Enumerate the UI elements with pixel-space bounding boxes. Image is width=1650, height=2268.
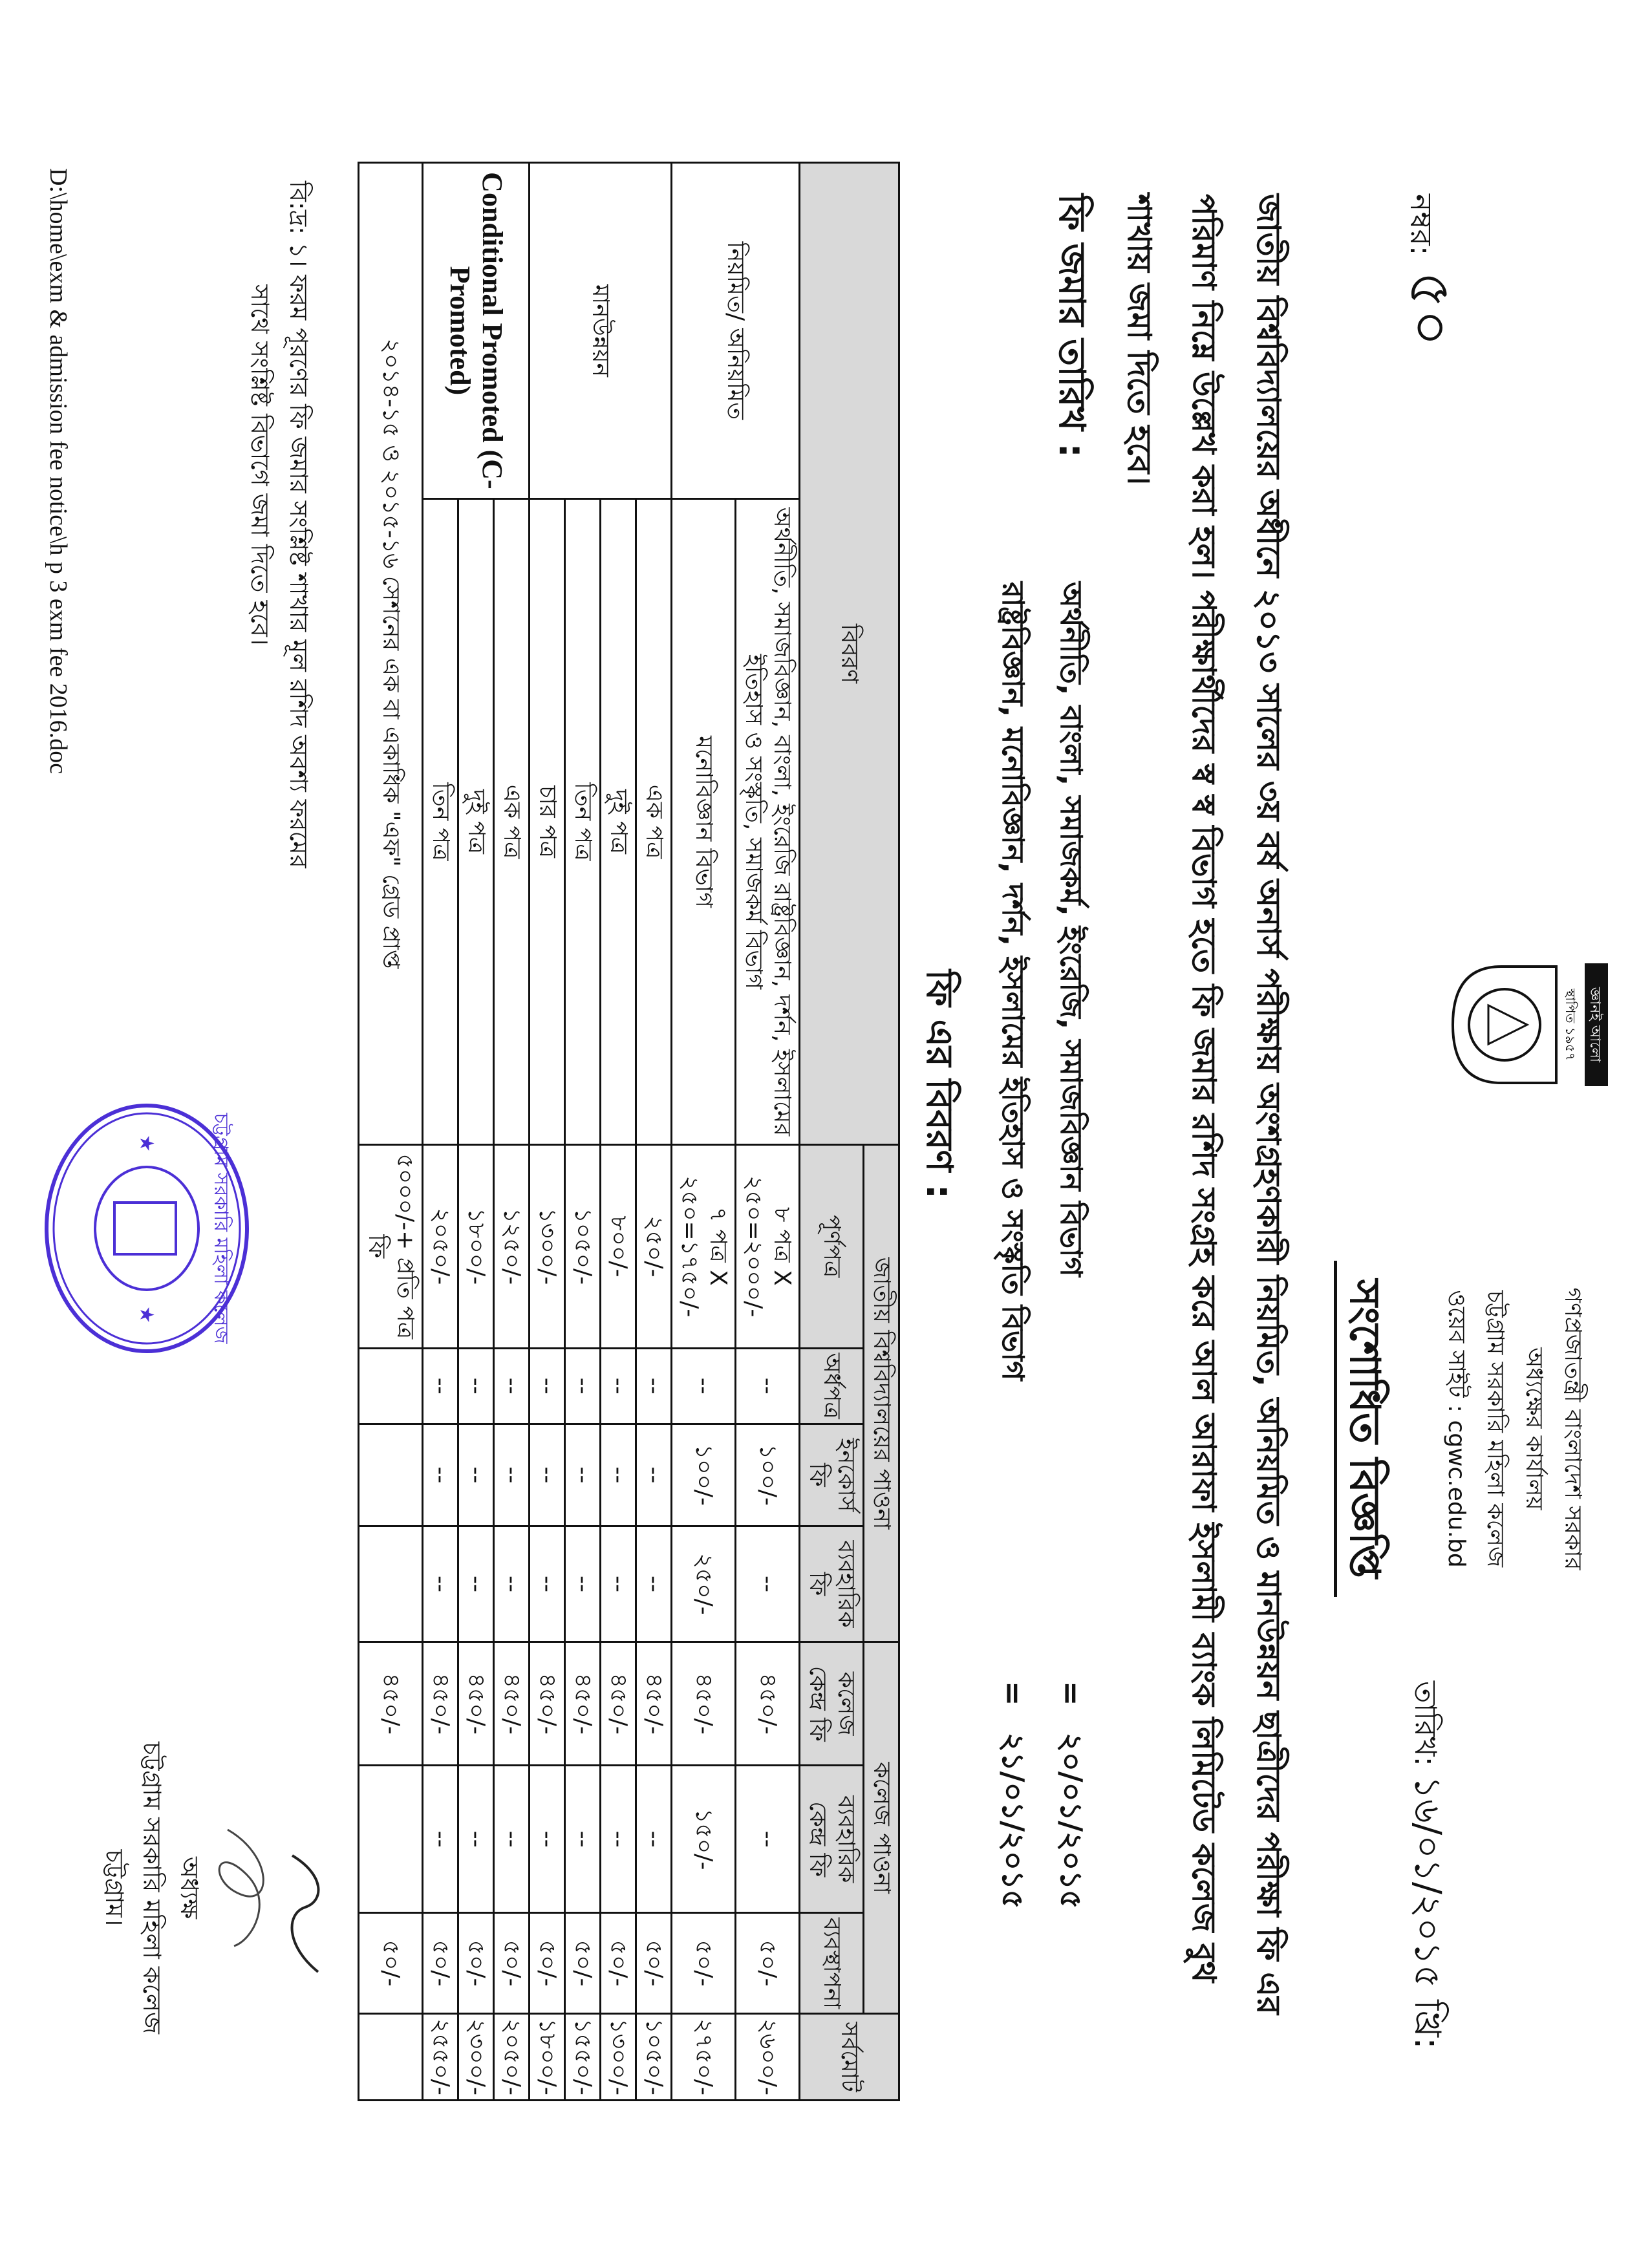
notice-date-value: ১৬/০১/২০১৫ খ্রি: bbox=[1406, 1775, 1448, 2049]
row-label: ২০১৪-১৫ ও ২০১৫-১৬ সেশনের এক বা একাধিক "এফ" গ্রেড প্রাপ্ত bbox=[359, 163, 423, 1145]
fee-cell: -- bbox=[423, 1766, 458, 1913]
fee-cell: ২০৫০/- bbox=[423, 1145, 458, 1349]
fee-cell: -- bbox=[494, 1526, 530, 1642]
fee-cell bbox=[359, 1766, 423, 1913]
website: ওয়েব সাইট : cgwc.edu.bd bbox=[1443, 1290, 1470, 1568]
fee-cell: ৫০/- bbox=[530, 1913, 565, 2014]
fee-cell: ৫০/- bbox=[494, 1913, 530, 2014]
total-cell: ২৭৫০/- bbox=[672, 2014, 736, 2101]
col-total: সর্বমোট bbox=[800, 2014, 899, 2101]
fee-cell: -- bbox=[494, 1424, 530, 1526]
footnote-label: বি:দ্র: bbox=[284, 181, 313, 235]
fee-cell: -- bbox=[736, 1348, 800, 1424]
notice-date: তারিখ: ১৬/০১/২০১৫ খ্রি: bbox=[1406, 1681, 1448, 2049]
row-label: মনোবিজ্ঞান বিভাগ bbox=[672, 498, 736, 1144]
svg-text:★: ★ bbox=[135, 1306, 158, 1323]
fee-cell: -- bbox=[601, 1424, 636, 1526]
row-label: চার পত্র bbox=[530, 498, 565, 1144]
col-group-nu: জাতীয় বিশ্ববিদ্যালয়ের পাওনা bbox=[864, 1145, 899, 1642]
fee-cell: ৪৫০/- bbox=[458, 1642, 494, 1766]
total-cell: ২৫৫০/- bbox=[423, 2014, 458, 2101]
deposit-row: অর্থনীতি, বাংলা, সমাজকর্ম, ইংরেজি, সমাজবিজ্ঞান বিভাগ = ২০/০১/২০১৫ bbox=[1042, 582, 1100, 1909]
fee-cell: -- bbox=[530, 1424, 565, 1526]
total-cell: ১০৫০/- bbox=[636, 2014, 672, 2101]
row-label: দুই পত্র bbox=[458, 498, 494, 1144]
signature-block bbox=[96, 1655, 279, 2121]
fee-cell: -- bbox=[672, 1348, 736, 1424]
row-label: অর্থনীতি, সমাজবিজ্ঞান, বাংলা, ইংরেজি রাষ্ট্রবিজ্ঞান, দর্শন, ইসলামের ইতিহাস ও সংস্কৃতি, সমাজকর্ম বিভাগ bbox=[736, 498, 800, 1144]
fee-cell: -- bbox=[601, 1348, 636, 1424]
fee-cell: -- bbox=[458, 1424, 494, 1526]
group-improvement: মানউন্নয়ন bbox=[530, 163, 672, 499]
principal-signature bbox=[208, 1817, 279, 1959]
fee-cell: -- bbox=[636, 1424, 672, 1526]
fee-cell bbox=[359, 1348, 423, 1424]
fee-cell: ৫০/- bbox=[672, 1913, 736, 2014]
fee-details-heading: ফি এর বিবরণ : bbox=[918, 970, 960, 1199]
office-header bbox=[1437, 1261, 1592, 1597]
fee-cell: ১৩০০/- bbox=[530, 1145, 565, 1349]
row-label: তিন পত্র bbox=[565, 498, 601, 1144]
fee-cell: ৪৫০/- bbox=[736, 1642, 800, 1766]
footnote: বি:দ্র: ১। ফরম পূরণের ফি জমার সংশ্লিষ্ট শাখার মূল রশিদ অবশ্য ফরমের সাথে সংশ্লিষ্ট বিভাগে জমা দিতে হবে। bbox=[246, 181, 313, 868]
signatory-org: চট্টগ্রাম সরকারি মহিলা কলেজ bbox=[138, 1741, 166, 2035]
fee-cell: -- bbox=[530, 1526, 565, 1642]
fee-cell: -- bbox=[736, 1766, 800, 1913]
fee-cell: -- bbox=[530, 1348, 565, 1424]
fee-cell: -- bbox=[530, 1766, 565, 1913]
fee-cell: -- bbox=[601, 1766, 636, 1913]
fee-cell: -- bbox=[458, 1526, 494, 1642]
col-full-paper: পূর্ণপত্র bbox=[800, 1145, 864, 1349]
fee-cell: -- bbox=[458, 1348, 494, 1424]
fee-cell: ৫০০০/-+ প্রতি পত্র ফি bbox=[359, 1145, 423, 1349]
emblem-established: স্থাপিত ১৯৫৭ bbox=[1563, 989, 1578, 1061]
college-seal-stamp bbox=[40, 1099, 253, 1358]
total-cell: ১৮০০/- bbox=[530, 2014, 565, 2101]
deposit-date: ২১/০১/২০১৫ bbox=[996, 1733, 1031, 1909]
total-cell: ১৩০০/- bbox=[601, 2014, 636, 2101]
fee-cell: ১০০/- bbox=[672, 1424, 736, 1526]
row-label: তিন পত্র bbox=[423, 498, 458, 1144]
fee-cell: -- bbox=[601, 1526, 636, 1642]
table-row bbox=[736, 163, 800, 2101]
col-practical-fee: ব্যবহারিক ফি bbox=[800, 1526, 864, 1642]
notice-title: সংশোধিত বিজ্ঞপ্তি bbox=[1334, 1261, 1391, 1597]
fee-cell: -- bbox=[423, 1424, 458, 1526]
total-cell: ২৩০০/- bbox=[458, 2014, 494, 2101]
fee-cell: -- bbox=[423, 1348, 458, 1424]
fee-cell: -- bbox=[565, 1766, 601, 1913]
col-college-center-fee: কলেজ কেন্দ্র ফি bbox=[800, 1642, 864, 1766]
fee-cell: ১০০/- bbox=[736, 1424, 800, 1526]
gov-line: গণপ্রজাতন্ত্রী বাংলাদেশ সরকার bbox=[1559, 1287, 1586, 1570]
row-label: এক পত্র bbox=[494, 498, 530, 1144]
table-row bbox=[636, 163, 672, 2101]
fee-cell: -- bbox=[736, 1526, 800, 1642]
group-regular: নিয়মিত/ অনিয়মিত bbox=[672, 163, 800, 499]
fee-cell: ৫০/- bbox=[636, 1913, 672, 2014]
col-incourse-fee: ইনকোর্স ফি bbox=[800, 1424, 864, 1526]
fee-cell: ১৫০/- bbox=[672, 1766, 736, 1913]
signatory-title: অধ্যক্ষ bbox=[175, 1856, 204, 1919]
col-practical-center-fee: ব্যবহারিক কেন্দ্র ফি bbox=[800, 1766, 864, 1913]
fee-cell: ৫০/- bbox=[601, 1913, 636, 2014]
fee-cell: ৪৫০/- bbox=[601, 1642, 636, 1766]
total-cell bbox=[359, 2014, 423, 2101]
fee-cell: ১৮০০/- bbox=[458, 1145, 494, 1349]
deposit-date-label: ফি জমার তারিখ : bbox=[1051, 194, 1093, 458]
col-half-paper: অর্ধপত্র bbox=[800, 1348, 864, 1424]
total-cell: ১৫৫০/- bbox=[565, 2014, 601, 2101]
signatory-city: চট্টগ্রাম। bbox=[100, 1849, 129, 1927]
total-cell: ২৬০০/- bbox=[736, 2014, 800, 2101]
total-cell: ২০৫০/- bbox=[494, 2014, 530, 2101]
fee-cell: ৪৫০/- bbox=[672, 1642, 736, 1766]
memo-number: নম্বর:৫০ bbox=[1397, 194, 1464, 347]
fee-cell: ৫০/- bbox=[359, 1913, 423, 2014]
fee-cell: ১২৫০/- bbox=[494, 1145, 530, 1349]
fee-cell: -- bbox=[494, 1348, 530, 1424]
fee-cell: ১০৫০/- bbox=[565, 1145, 601, 1349]
fee-cell: -- bbox=[494, 1766, 530, 1913]
fee-cell: -- bbox=[423, 1526, 458, 1642]
svg-text:চট্টগ্রাম সরকারি মহিলা কলেজ: চট্টগ্রাম সরকারি মহিলা কলেজ bbox=[209, 1113, 232, 1344]
fee-cell: ৫০/- bbox=[736, 1913, 800, 2014]
office-line: অধ্যক্ষের কার্যালয় bbox=[1521, 1347, 1547, 1510]
table-row bbox=[494, 163, 530, 2101]
fee-cell: -- bbox=[565, 1424, 601, 1526]
fee-cell: ৫০/- bbox=[565, 1913, 601, 2014]
row-label: দুই পত্র bbox=[601, 498, 636, 1144]
fee-cell bbox=[359, 1526, 423, 1642]
deposit-row: রাষ্ট্রবিজ্ঞান, মনোবিজ্ঞান, দর্শন, ইসলামের ইতিহাস ও সংস্কৃতি বিভাগ = ২১/০১/২০১৫ bbox=[984, 582, 1042, 1909]
deposit-schedule bbox=[984, 582, 1100, 1909]
fee-cell: -- bbox=[636, 1526, 672, 1642]
college-emblem-logo bbox=[1450, 957, 1611, 1093]
row-label: এক পত্র bbox=[636, 498, 672, 1144]
deposit-date: ২০/০১/২০১৫ bbox=[1054, 1733, 1089, 1909]
emblem-motto: জ্ঞানই আলো bbox=[1587, 987, 1603, 1063]
fee-cell: ৪৫০/- bbox=[530, 1642, 565, 1766]
fee-cell: ৪৫০/- bbox=[636, 1642, 672, 1766]
col-description: বিবরণ bbox=[800, 163, 899, 1145]
fee-cell: ৮ পত্র X ২৫০=২০০০/- bbox=[736, 1145, 800, 1349]
memo-number-value: ৫০ bbox=[1397, 271, 1464, 347]
fee-cell: ৫০/- bbox=[423, 1913, 458, 2014]
fee-cell: ৪৫০/- bbox=[494, 1642, 530, 1766]
fee-cell: -- bbox=[636, 1348, 672, 1424]
notice-body: জাতীয় বিশ্ববিদ্যালয়ের অধীনে ২০১৩ সালের ৩য় বর্ষ অনার্স পরীক্ষায় অংশগ্রহণকারী নিয়মিত, অনিয়মিত ও মানউন্নয়ন ছাত্রীদের পরীক্ষা ফি এর পরিমাণ নিম্নে উল্লেখ করা হল। পরীক্ষার্থীদের স্ব স্ব বিভাগ হতে ফি জমার রশিদ সংগ্রহ করে আল আরাফা ইসলামী ব্যাংক লিমিটেড কলেজ বুথ শাখায় জমা দিতে হবে। bbox=[1120, 194, 1287, 2015]
fee-cell: -- bbox=[565, 1348, 601, 1424]
fee-cell: ৪৫০/- bbox=[423, 1642, 458, 1766]
fee-cell: -- bbox=[565, 1526, 601, 1642]
svg-text:★: ★ bbox=[135, 1135, 158, 1152]
fee-cell: ২৫০/- bbox=[636, 1145, 672, 1349]
table-row bbox=[359, 163, 423, 2101]
group-c-promoted: Conditional Promoted (C-Promoted) bbox=[423, 163, 530, 499]
college-name: চট্টগ্রাম সরকারি মহিলা কলেজ bbox=[1482, 1290, 1508, 1568]
file-path: D:\home\exm & admission fee notice\h p 3 exm fee 2016.doc bbox=[45, 168, 72, 775]
fee-cell: -- bbox=[458, 1766, 494, 1913]
col-management: ব্যবস্থাপনা bbox=[800, 1913, 864, 2014]
fee-cell bbox=[359, 1424, 423, 1526]
fee-cell: ৪৫০/- bbox=[359, 1642, 423, 1766]
fee-cell: ৮০০/- bbox=[601, 1145, 636, 1349]
fee-cell: -- bbox=[636, 1766, 672, 1913]
fee-cell: ২৫০/- bbox=[672, 1526, 736, 1642]
fee-cell: ৫০/- bbox=[458, 1913, 494, 2014]
signature-initials bbox=[279, 1849, 331, 1978]
fee-cell: ৪৫০/- bbox=[565, 1642, 601, 1766]
col-group-college: কলেজ পাওনা bbox=[864, 1642, 899, 2014]
fee-table bbox=[358, 162, 900, 2101]
fee-cell: ৭ পত্র X ২৫০=১৭৫০/- bbox=[672, 1145, 736, 1349]
